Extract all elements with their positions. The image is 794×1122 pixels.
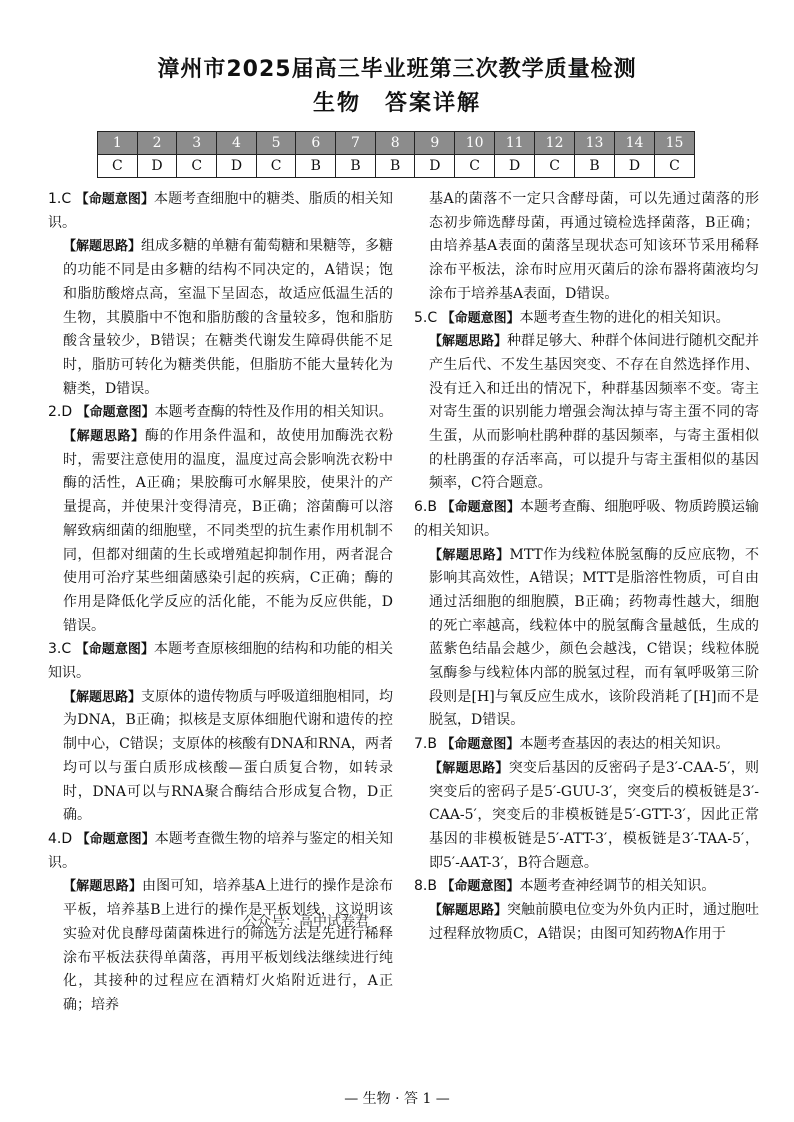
q3-intent-tag: 【命题意图】 xyxy=(75,642,155,658)
q1-block xyxy=(48,188,393,235)
q2-block xyxy=(48,401,393,425)
q3-number: 3.C xyxy=(48,641,72,658)
answer-table-number-13: 13 xyxy=(575,132,615,155)
page-subtitle: 生物 答案详解 xyxy=(312,91,481,116)
answer-table-number-11: 11 xyxy=(495,132,535,155)
q7-solution: 突变后基因的反密码子是3′-CAA-5′，则突变后的密码子是5′-GUU-3′，突变后的模板链是3′-CAA-5′，突变后的非模板链是5′-GTT-3′，因此正常基因的非模板链是5′-ATT-3′，模板链是3′-TAA-5′，即5′-AAT-3′，B符合题意。 xyxy=(429,759,759,871)
q4-block xyxy=(48,828,393,875)
q5-solution: 种群足够大、种群个体间进行随机交配并产生后代、不发生基因突变、不存在自然选择作用、没有迁入和迁出的情况下，种群基因频率不变。寄主对寄生蛋的识别能力增强会淘汰掉与寄主蛋不同的寄生蛋，从而影响杜鹃种群的基因频率，与寄主蛋相似的杜鹃蛋的存活率高，可以提升与寄主蛋相似的基因频率，C符合题意。 xyxy=(429,333,760,492)
answer-table-answer-5: C xyxy=(256,155,296,178)
answer-table-answer-4: D xyxy=(217,155,257,178)
answer-table-number-3: 3 xyxy=(177,132,217,155)
answer-table-answer-11: D xyxy=(495,155,535,178)
watermark-text: 公众号：高中试卷君 xyxy=(243,914,369,930)
q5-solution-tag: 【解题思路】 xyxy=(429,334,508,350)
q7-number: 7.B xyxy=(414,736,437,753)
answer-table-number-7: 7 xyxy=(336,132,376,155)
q7-intent: 本题考查基因的表达的相关知识。 xyxy=(519,736,730,753)
answer-table-answer-8: B xyxy=(375,155,415,178)
q4-number: 4.D xyxy=(48,830,73,847)
answer-table-answer-9: D xyxy=(415,155,455,178)
answer-table-answer-3: C xyxy=(177,155,217,178)
q8-block xyxy=(414,875,759,899)
q1-number: 1.C xyxy=(48,191,72,207)
answer-table-number-10: 10 xyxy=(455,132,495,155)
q5-intent-tag: 【命题意图】 xyxy=(441,310,520,326)
answer-table-answer-row xyxy=(98,155,695,178)
answer-table-number-5: 5 xyxy=(256,132,296,155)
q8-intent: 本题考查神经调节的相关知识。 xyxy=(519,878,716,895)
q8-solution: 突触前膜电位变为外负内正时，通过胞吐过程释放物质C，A错误；由图可知药物A作用于 xyxy=(429,902,760,942)
q5-block xyxy=(414,307,759,331)
q6-intent-tag: 【命题意图】 xyxy=(441,500,520,516)
answer-table-answer-7: B xyxy=(336,155,376,178)
q8-solution-tag: 【解题思路】 xyxy=(429,903,508,919)
answer-table-answer-12: C xyxy=(535,155,575,178)
q8-intent-tag: 【命题意图】 xyxy=(441,879,520,895)
answer-table-number-6: 6 xyxy=(296,132,336,155)
answer-table-number-2: 2 xyxy=(137,132,177,155)
answer-table-number-8: 8 xyxy=(375,132,415,155)
right-column xyxy=(414,188,759,947)
answer-table xyxy=(97,131,695,178)
q4-solution-tag: 【解题思路】 xyxy=(63,879,143,895)
answer-table-answer-1: C xyxy=(98,155,138,178)
q6-intent: 本题考查酶、细胞呼吸、物质跨膜运输的相关知识。 xyxy=(414,499,760,539)
q2-number: 2.D xyxy=(48,404,73,421)
q3-solution-tag: 【解题思路】 xyxy=(63,689,142,705)
q7-solution-tag: 【解题思路】 xyxy=(429,760,509,776)
q5-number: 5.C xyxy=(414,309,438,326)
answer-table-answer-6: B xyxy=(296,155,336,178)
q4-intent-tag: 【命题意图】 xyxy=(76,831,155,847)
q2-intent-tag: 【命题意图】 xyxy=(76,405,155,421)
q6-number: 6.B xyxy=(414,499,437,516)
answer-table-answer-10: C xyxy=(455,155,495,178)
q5-intent: 本题考查生物的进化的相关知识。 xyxy=(519,309,730,326)
page-footer: — 生物 · 答 1 — xyxy=(344,1091,450,1107)
page-title: 漳州市2025届高三毕业班第三次教学质量检测 xyxy=(157,57,637,82)
q1-solution-tag: 【解题思路】 xyxy=(63,239,142,255)
answer-table-number-1: 1 xyxy=(98,132,138,155)
q2-solution-tag: 【解题思路】 xyxy=(63,429,145,445)
q4-intent: 本题考查微生物的培养与鉴定的相关知识。 xyxy=(48,830,393,871)
q2-solution: 酶的作用条件温和，故使用加酶洗衣粉时，需要注意使用的温度，温度过高会影响洗衣粉中酶的活性，A正确；果胶酶可水解果胶，使果汁的产量提高，并使果汁变得清亮，B正确；溶菌酶可以溶解致病细菌的细胞壁，不同类型的抗生素作用机制不同，但都对细菌的生长或增殖起抑制作用，两者混合使用可治疗某些细菌感染引起的疾病，C正确；酶的作用是降低化学反应的活化能，不能为反应供能，D错误。 xyxy=(63,428,393,634)
answer-table-number-14: 14 xyxy=(615,132,655,155)
q1-intent: 本题考查细胞中的糖类、脂质的相关知识。 xyxy=(48,191,393,231)
answer-table-number-4: 4 xyxy=(217,132,257,155)
left-column xyxy=(48,188,393,1018)
answer-table-number-12: 12 xyxy=(535,132,575,155)
q7-intent-tag: 【命题意图】 xyxy=(441,737,520,753)
q4-continued: 基A的菌落不一定只含酵母菌，可以先通过菌落的形态初步筛选酵母菌，再通过镜检选择菌落，B正确；由培养基A表面的菌落呈现状态可知该环节采用稀释涂布平板法，涂布时应用灭菌后的涂布器将菌液均匀涂布于培养基A表面，D错误。 xyxy=(429,191,759,302)
q6-solution: MTT作为线粒体脱氢酶的反应底物，不影响其高效性，A错误；MTT是脂溶性物质，可自由通过活细胞的细胞膜，B正确；药物毒性越大，细胞的死亡率越高，线粒体中的脱氢酶含量越低，生成的蓝紫色结晶会越少，颜色会越浅，C错误；线粒体脱氢酶参与线粒体内部的脱氢过程，而有氧呼吸第三阶段则是[H]与氧反应生成水，该阶段消耗了[H]而不是脱氢，D错误。 xyxy=(429,546,759,729)
q4-solution: 由图可知，培养基A上进行的操作是涂布平板，培养基B上进行的操作是平板划线，这说明该实验对优良酵母菌菌株进行的筛选方法是先进行稀释涂布平板法获得单菌落，再用平板划线法继续进行纯化，其接种的过程应在酒精灯火焰附近进行，A正确；培养 xyxy=(63,878,393,1013)
q3-block xyxy=(48,638,393,685)
answer-table-number-9: 9 xyxy=(415,132,455,155)
answer-table-answer-15: C xyxy=(654,155,694,178)
q6-block xyxy=(414,496,759,543)
q3-solution: 支原体的遗传物质与呼吸道细胞相同，均为DNA，B正确；拟核是支原体细胞代谢和遗传的控制中心，C错误；支原体的核酸有DNA和RNA，两者均可以与蛋白质形成核酸—蛋白质复合物，如转录时，DNA可以与RNA聚合酶结合形成复合物，D正确。 xyxy=(63,688,394,824)
q8-number: 8.B xyxy=(414,878,437,895)
q1-solution: 组成多糖的单糖有葡萄糖和果糖等，多糖的功能不同是由多糖的结构不同决定的，A错误；饱和脂肪酸熔点高，室温下呈固态，故适应低温生活的生物，其膜脂中不饱和脂肪酸的含量较多，饱和脂肪酸含量较少，B错误；在糖类代谢发生障碍供能不足时，脂肪可转化为糖类供能，但脂肪不能大量转化为糖类，D错误。 xyxy=(63,238,394,397)
q6-solution-tag: 【解题思路】 xyxy=(429,547,510,563)
answer-table-answer-14: D xyxy=(615,155,655,178)
q3-intent: 本题考查原核细胞的结构和功能的相关知识。 xyxy=(48,641,393,682)
q1-intent-tag: 【命题意图】 xyxy=(75,192,155,207)
answer-table-answer-2: D xyxy=(137,155,177,178)
answer-table-answer-13: B xyxy=(575,155,615,178)
q7-block xyxy=(414,733,759,757)
answer-table-number-15: 15 xyxy=(654,132,694,155)
q2-intent: 本题考查酶的特性及作用的相关知识。 xyxy=(154,404,393,421)
answer-table-number-row xyxy=(98,132,695,155)
